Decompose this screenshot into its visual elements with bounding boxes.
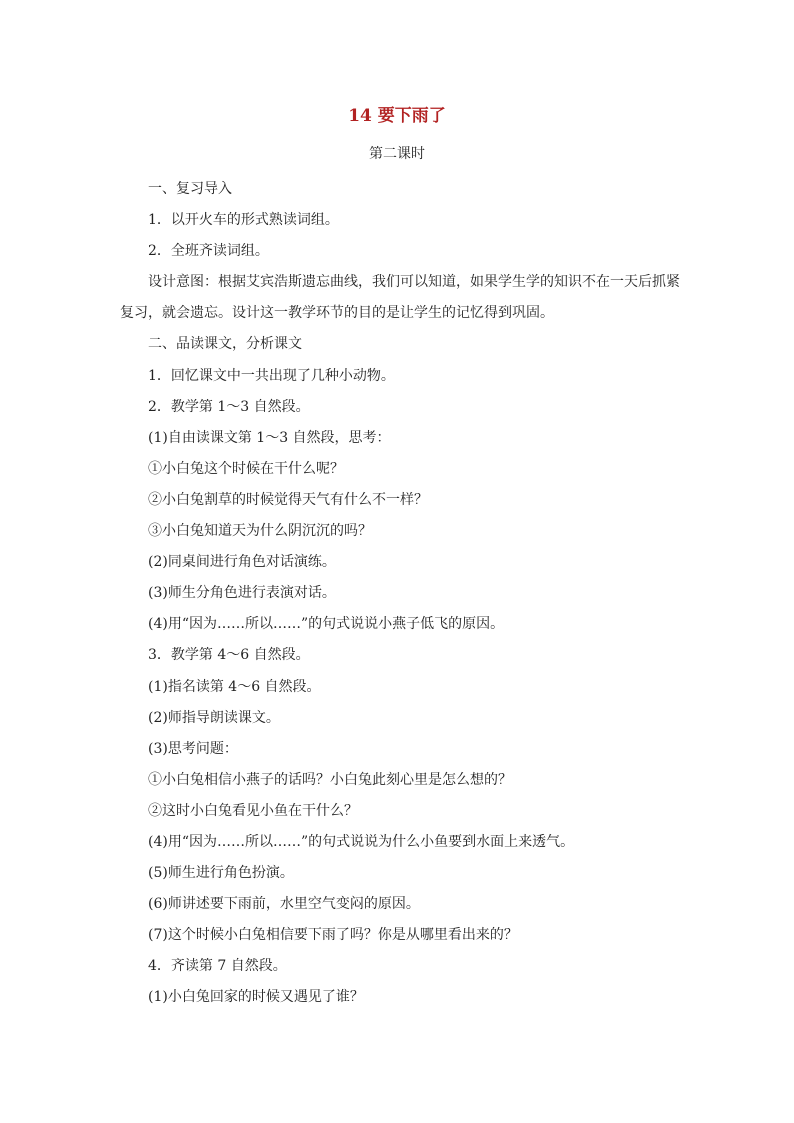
lesson-subtitle: 第二课时 <box>369 146 425 162</box>
body-line: (2)同桌间进行角色对话演练。 <box>148 554 336 571</box>
body-line: 1．以开火车的形式熟读词组。 <box>148 212 339 229</box>
body-line: (7)这个时候小白兔相信要下雨了吗？你是从哪里看出来的？ <box>148 927 518 944</box>
body-line: ①小白兔这个时候在干什么呢？ <box>148 460 344 477</box>
body-line: 复习，就会遗忘。设计这一教学环节的目的是让学生的记忆得到巩固。 <box>120 305 554 322</box>
body-line: 2．全班齐读词组。 <box>148 243 269 260</box>
body-line: 二、品读课文，分析课文 <box>148 336 302 353</box>
body-line: (1)指名读第 4～6 自然段。 <box>148 678 321 695</box>
body-line: (2)师指导朗读课文。 <box>148 709 280 726</box>
body-line: 2．教学第 1～3 自然段。 <box>148 398 310 415</box>
body-line: ①小白兔相信小燕子的话吗？小白兔此刻心里是怎么想的？ <box>148 771 512 788</box>
body-line: (4)用“因为……所以……”的句式说说为什么小鱼要到水面上来透气。 <box>148 833 575 850</box>
body-line: ③小白兔知道天为什么阴沉沉的吗？ <box>148 523 372 540</box>
body-line: ②这时小白兔看见小鱼在干什么？ <box>148 802 358 819</box>
body-line: (5)师生进行角色扮演。 <box>148 865 294 882</box>
body-line: 3．教学第 4～6 自然段。 <box>148 647 310 664</box>
body-line: (3)师生分角色进行表演对话。 <box>148 585 336 602</box>
body-line: (3)思考问题： <box>148 740 238 757</box>
lesson-title: 14 要下雨了 <box>348 106 446 126</box>
body-line: (6)师讲述要下雨前，水里空气变闷的原因。 <box>148 896 420 913</box>
lesson-body <box>120 174 680 1014</box>
body-line: 1．回忆课文中一共出现了几种小动物。 <box>148 367 395 384</box>
body-line: 4．齐读第 7 自然段。 <box>148 958 287 975</box>
body-line: 设计意图：根据艾宾浩斯遗忘曲线，我们可以知道，如果学生学的知识不在一天后抓紧 <box>148 274 680 291</box>
body-line: (1)小白兔回家的时候又遇见了谁？ <box>148 989 364 1006</box>
body-line: 一、复习导入 <box>148 181 232 197</box>
body-line: (1)自由读课文第 1～3 自然段，思考： <box>148 429 391 446</box>
body-line: (4)用“因为……所以……”的句式说说小燕子低飞的原因。 <box>148 616 505 633</box>
body-line: ②小白兔割草的时候觉得天气有什么不一样？ <box>148 491 428 508</box>
